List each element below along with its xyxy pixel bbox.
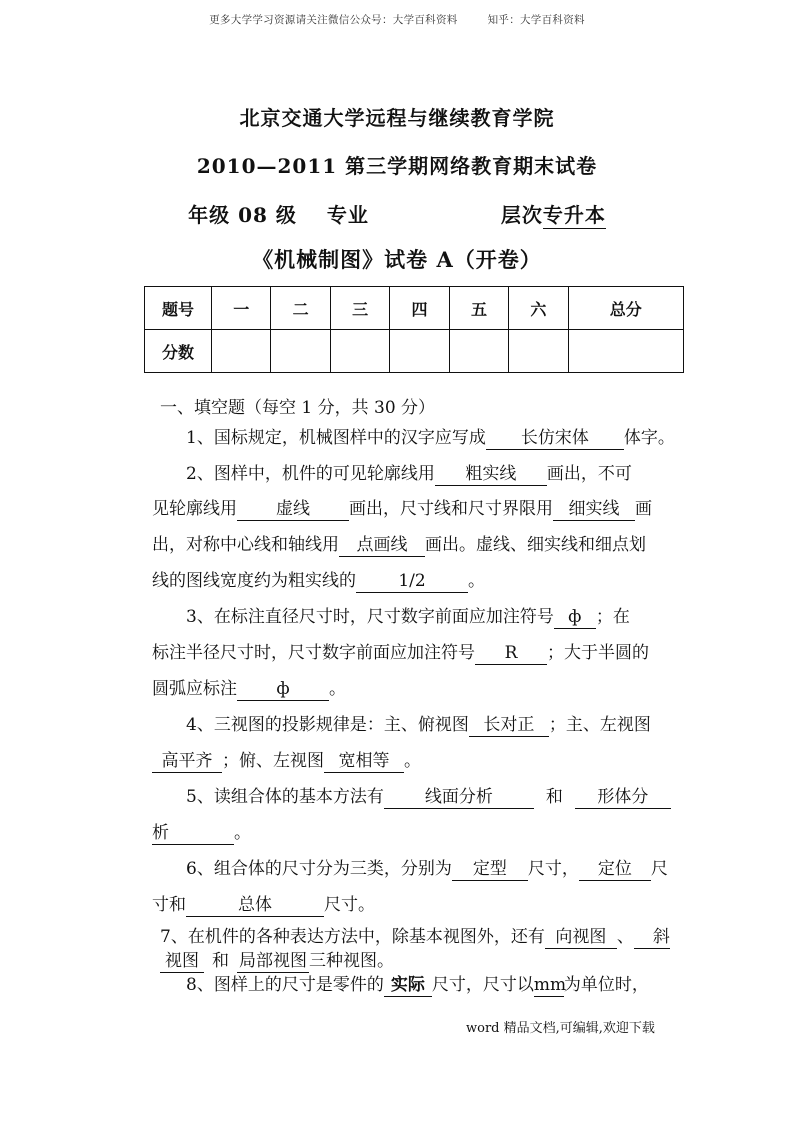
score-cell <box>212 330 271 373</box>
q4-answer-3: 宽相等 <box>324 751 404 773</box>
q6-text: 6、组合体的尺寸分为三类，分别为 <box>186 859 452 879</box>
q2-answer-5: 1/2 <box>356 571 468 593</box>
level-label: 层次 <box>500 203 543 227</box>
q4-text: 。 <box>404 751 421 771</box>
q5-answer-2-cont: 析 <box>152 823 234 845</box>
q8-answer-1: 实际 <box>384 975 432 997</box>
q8-text: 为单位时， <box>563 975 649 995</box>
q8-text: 8、图样上的尺寸是零件的 <box>186 975 384 995</box>
q6-text: 寸和 <box>152 895 186 915</box>
q2-text: 画出，不可 <box>546 464 632 484</box>
q3-text: 。 <box>329 679 346 699</box>
school-title: 北京交通大学远程与继续教育学院 <box>239 106 555 130</box>
q4-answer-2: 高平齐 <box>152 751 222 773</box>
q6-text: 尺寸， <box>527 859 579 879</box>
q6-answer-2: 定位 <box>579 859 651 881</box>
header-cell-2: 二 <box>271 287 330 330</box>
q4-text: ；俯、左视图 <box>222 751 324 771</box>
header-cell-5: 五 <box>449 287 508 330</box>
score-cell <box>509 330 568 373</box>
header-cell-6: 六 <box>509 287 568 330</box>
q3-text: ；大于半圆的 <box>547 643 649 663</box>
question-3-line-2 <box>152 641 688 665</box>
q8-text: 尺寸，尺寸以 <box>431 975 534 995</box>
q7-answer-3: 局部视图 <box>239 951 307 971</box>
question-8-line-1 <box>152 973 688 997</box>
header-note <box>0 12 794 27</box>
header-cell-3: 三 <box>330 287 389 330</box>
q2-text: 线的图线宽度约为粗实线的 <box>152 571 356 591</box>
q7-text: 、 <box>616 927 634 947</box>
question-3-line-3 <box>152 677 688 701</box>
q8-answer-2: mm <box>533 975 567 995</box>
header-cell-4: 四 <box>390 287 449 330</box>
header-note-left: 更多大学学习资源请关注微信公众号：大学百科资料 <box>209 14 458 26</box>
q3-answer-3: ф <box>237 679 329 701</box>
q7-text: 7、在机件的各种表达方法中，除基本视图外，还有 <box>160 927 545 947</box>
q7-answer-1: 向视图 <box>545 927 617 949</box>
q2-answer-2: 虚线 <box>237 499 349 521</box>
q5-answer-1: 线面分析 <box>384 787 534 809</box>
q6-text: 尺 <box>650 859 668 879</box>
q6-text: 尺寸。 <box>324 895 375 915</box>
q3-text: 圆弧应标注 <box>152 679 237 699</box>
paper-title: 《机械制图》试卷 A（开卷） <box>252 247 542 272</box>
q3-text: ；在 <box>595 607 630 627</box>
q3-answer-2: R <box>475 643 547 665</box>
q2-text: 出，对称中心线和轴线用 <box>152 535 339 555</box>
q2-text: 画出，尺寸线和尺寸界限用 <box>349 499 553 519</box>
score-cell <box>390 330 449 373</box>
score-table <box>144 286 684 373</box>
header-note-right: 知乎：大学百科资料 <box>487 14 585 26</box>
grade-label: 年级 08 级 <box>188 203 297 227</box>
q6-answer-1: 定型 <box>452 859 528 881</box>
footer-note: word 精品文档,可编辑,欢迎下载 <box>466 1021 655 1036</box>
q2-answer-4: 点画线 <box>339 535 425 557</box>
question-2-line-4 <box>152 569 688 593</box>
q2-text: 画出。虚线、细实线和细点划 <box>425 535 646 555</box>
question-7-line-2 <box>160 949 696 973</box>
question-6-line-1 <box>152 857 688 881</box>
q1-text: 1、国标规定，机械图样中的汉字应写成 <box>186 428 486 448</box>
term-title: 2010—2011 第三学期网络教育期末试卷 <box>196 154 598 178</box>
q7-answer-2: 斜 <box>634 927 670 949</box>
q2-text: 画 <box>635 499 652 519</box>
q2-answer-1: 粗实线 <box>435 464 547 486</box>
q7-answer-2-cont: 视图 <box>160 951 204 973</box>
q2-text: 。 <box>468 571 485 591</box>
grade-line <box>0 199 794 228</box>
header-cell-total: 总分 <box>568 287 683 330</box>
q7-text: 和 <box>212 951 229 971</box>
score-cell <box>271 330 330 373</box>
score-cell <box>568 330 683 373</box>
q2-text: 见轮廓线用 <box>152 499 237 519</box>
q3-text: 3、在标注直径尺寸时，尺寸数字前面应加注符号 <box>186 607 554 627</box>
question-4-line-2 <box>152 749 688 773</box>
section-heading: 一、填空题（每空 1 分，共 30 分） <box>160 398 436 418</box>
level-value: 专升本 <box>542 203 606 227</box>
q5-text: 。 <box>234 823 251 843</box>
question-7-line-1 <box>160 925 696 949</box>
question-2-line-1 <box>152 462 688 486</box>
question-2-line-2 <box>152 497 688 521</box>
q3-answer-1: ф <box>554 607 596 629</box>
q3-text: 标注半径尺寸时，尺寸数字前面应加注符号 <box>152 643 475 663</box>
score-cell <box>330 330 389 373</box>
score-cell <box>449 330 508 373</box>
question-5-line-1 <box>152 785 688 809</box>
question-4-line-1 <box>152 713 688 737</box>
header-cell-1: 一 <box>212 287 271 330</box>
q1-answer-1: 长仿宋体 <box>486 428 624 450</box>
question-5-line-2 <box>152 821 688 845</box>
question-2-line-3 <box>152 533 688 557</box>
q2-answer-3: 细实线 <box>553 499 635 521</box>
q4-text: 4、三视图的投影规律是：主、俯视图 <box>186 715 469 735</box>
q4-answer-1: 长对正 <box>469 715 549 737</box>
score-table-header-row <box>145 287 684 330</box>
q5-text: 和 <box>545 787 563 807</box>
q4-text: ；主、左视图 <box>548 715 651 735</box>
q6-answer-3: 总体 <box>186 895 324 917</box>
q5-answer-2: 形体分 <box>575 787 671 809</box>
header-cell-question-no: 题号 <box>145 287 212 330</box>
score-table-score-row <box>145 330 684 373</box>
q2-text: 2、图样中，机件的可见轮廓线用 <box>186 464 435 484</box>
q5-text: 5、读组合体的基本方法有 <box>186 787 384 807</box>
q1-text-end: 体字。 <box>623 428 675 448</box>
major-label: 专业 <box>326 203 369 227</box>
question-1 <box>152 426 688 450</box>
q7-text: 三种视图。 <box>309 951 394 971</box>
question-3-line-1 <box>152 605 688 629</box>
score-row-label: 分数 <box>145 330 212 373</box>
question-6-line-2 <box>152 893 688 917</box>
